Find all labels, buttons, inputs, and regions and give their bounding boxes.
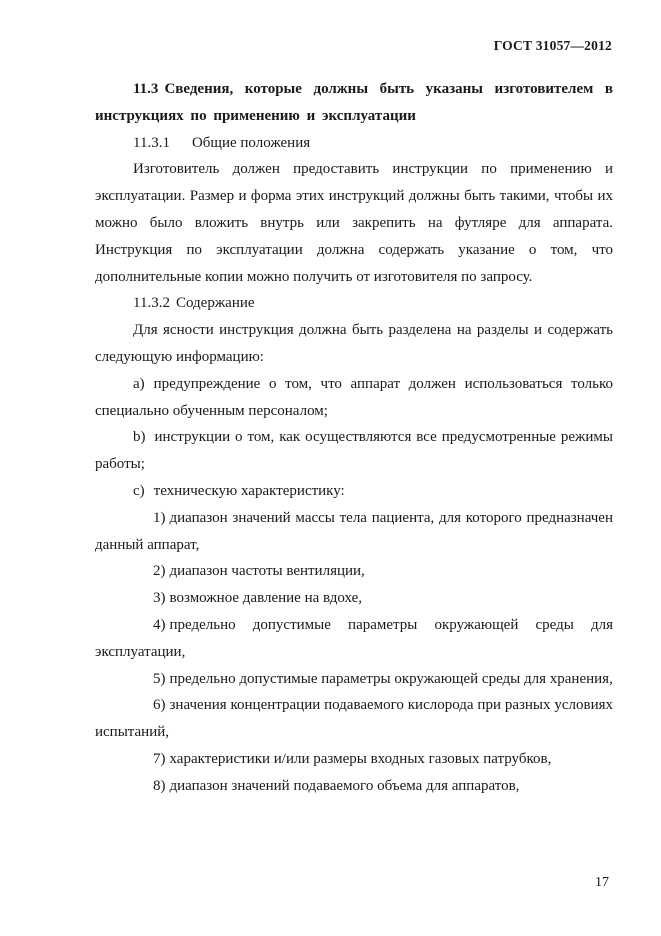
list-text: значения концентрации подаваемого кислорода при разных условиях испытаний, <box>95 697 613 741</box>
list-marker: 5) <box>153 670 166 687</box>
sub-list-item <box>95 612 613 666</box>
list-marker: 4) <box>153 616 166 633</box>
list-marker: c) <box>133 482 145 499</box>
section-heading <box>95 76 613 130</box>
list-text: диапазон значений массы тела пациента, для которого предназначен данный аппарат, <box>95 509 613 553</box>
list-text: предельно допустимые параметры окружающей среды для хранения, <box>169 670 613 687</box>
sub-list-item <box>95 558 613 585</box>
subsection-heading <box>95 290 613 317</box>
list-marker: a) <box>133 375 145 392</box>
subsection-title: Общие положения <box>191 134 311 151</box>
section-title: Сведения, которые должны быть указаны изготовителем в инструкциях по применению и эксплуатации <box>95 81 613 124</box>
list-text: инструкции о том, как осуществляются все предусмотренные режимы работы; <box>95 429 613 473</box>
list-text: возможное давление на вдохе, <box>169 590 363 607</box>
list-text: техническую характеристику: <box>153 482 345 499</box>
list-text: предупреждение о том, что аппарат должен использоваться только специально обученным персоналом; <box>95 375 613 419</box>
page-content <box>95 76 613 800</box>
list-marker: 8) <box>153 777 166 794</box>
sub-list-item <box>95 692 613 746</box>
sub-list-item <box>95 585 613 612</box>
sub-list-item <box>95 666 613 693</box>
sub-list-item <box>95 505 613 559</box>
list-item <box>95 478 613 505</box>
sub-list-item <box>95 746 613 773</box>
list-marker: 2) <box>153 563 166 580</box>
list-marker: 6) <box>153 697 166 714</box>
subsection-title: Содержание <box>175 295 255 312</box>
paragraph: Для ясности инструкция должна быть разделена на разделы и содержать следующую информацию: <box>95 322 613 365</box>
list-marker: b) <box>133 429 146 446</box>
list-text: диапазон частоты вентиляции, <box>169 563 365 580</box>
list-text: предельно допустимые параметры окружающей среды для эксплуатации, <box>95 616 613 660</box>
subsection-number: 11.3.2 <box>133 295 170 312</box>
sub-list-item <box>95 773 613 800</box>
page-number: 17 <box>595 875 609 890</box>
paragraph: Изготовитель должен предоставить инструкции по применению и эксплуатации. Размер и форма этих инструкций должны быть такими, чтобы их можно было вложить внутрь или закрепить на футляре для аппарата. Инструкция по эксплуатации должна содержать указание о том, что дополнительные копии можно получить от изготовителя по запросу. <box>95 161 613 285</box>
section-number: 11.3 <box>133 81 159 97</box>
list-text: характеристики и/или размеры входных газовых патрубков, <box>169 750 552 767</box>
list-item <box>95 371 613 425</box>
list-text: диапазон значений подаваемого объема для аппаратов, <box>169 777 520 794</box>
list-marker: 3) <box>153 590 166 607</box>
document-code: ГОСТ 31057—2012 <box>493 38 612 53</box>
subsection-heading <box>95 130 613 157</box>
list-marker: 1) <box>153 509 166 526</box>
list-marker: 7) <box>153 750 166 767</box>
list-item <box>95 424 613 478</box>
subsection-number: 11.3.1 <box>133 134 170 151</box>
